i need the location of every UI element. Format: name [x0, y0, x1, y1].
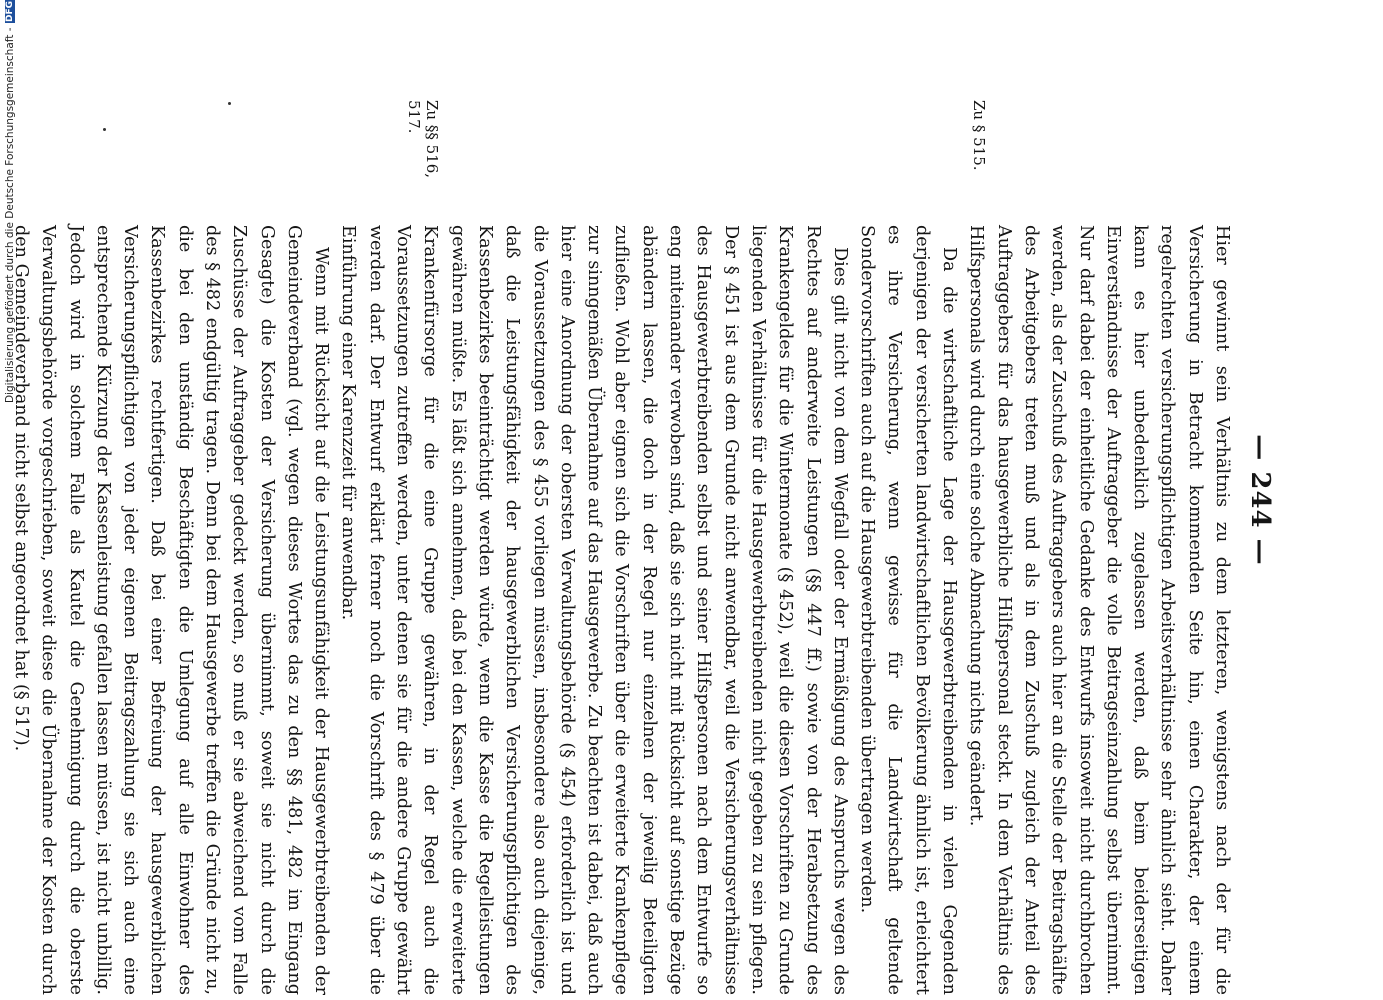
dfg-logo: DFG — [5, 1, 15, 23]
digitization-credit — [2, 0, 18, 1000]
page-number: — 244 — — [1245, 434, 1275, 566]
paragraph-4: Wenn mit Rücksicht auf die Leistungsunfähigkeit der Hausgewerbtreibenden der Gemeindeverband (vgl. wegen dieses Wortes das zu den §§ 481, 482 im Eingang Gesagte) die Kosten der Versicherung übernimmt, soweit sie nicht durch die Zuschüsse der Auftraggeber gedeckt werden, so muß er sie abweichend vom Falle des § 482 endgültig tragen. Denn bei dem Hausgewerbe treffen die Gründe nicht zu, die bei den unständig Beschäftigten die Umlegung auf alle Einwohner des Kassenbezirkes rechtfertigen. Daß bei einer Befreiung der hausgewerblichen Versicherungspflichtigen von jeder eigenen Beitragszahlung sie sich auch eine entsprechende Kürzung der Kassenleistung gefallen lassen müssen, ist nicht unbillig. Jedoch wird in solchem Falle als Kautel die Genehmigung durch die oberste Verwaltungsbehörde vorgeschrieben, soweit diese die Übernahme der Kosten durch den Gemeindeverband nicht selbst angeordnet hat (§ 517). — [10, 225, 332, 995]
scan-speck — [103, 128, 106, 131]
paragraph-3: Dies gilt nicht von dem Wegfall oder der Ermäßigung des Anspruchs wegen des Rechtes auf anderweite Leistungen (§§ 447 ff.) sowie von der Herabsetzung des Krankengeldes für die Wintermonate (§ 452), weil die diesen Vorschriften zu Grunde liegenden Verhältnisse für die Hausgewerbtreibenden nicht gegeben zu sein pflegen. Der § 451 ist aus dem Grunde nicht anwendbar, weil die Versicherungsverhältnisse des Hausgewerbtreibenden selbst und seiner Hilfspersonen nach dem Entwurfe so eng miteinander verwoben sind, daß sie sich nicht mit Rücksicht auf sonstige Bezüge abändern lassen, die doch in der Regel nur einzelnen der jeweilig Beteiligten zufließen. Wohl aber eignen sich die Vorschriften über die erweiterte Krankenpflege zur sinngemäßen Übernahme auf das Hausgewerbe. Zu beachten ist dabei, daß auch hier eine Anordnung der obersten Verwaltungsbehörde (§ 454) erforderlich ist und die Voraussetzungen des § 455 vorliegen müssen, insbesondere also auch diejenige, daß die Leistungsfähigkeit der hausgewerblichen Versicherungspflichtigen des Kassenbezirkes beeinträchtigt werden würde, wenn die Kasse die Regelleistungen gewähren müßte. Es läßt sich annehmen, daß bei den Kassen, welche die erweiterte Krankenfürsorge für die eine Gruppe gewähren, in der Regel auch die Voraussetzungen zutreffen werden, unter denen sie für die andere Gruppe gewährt werden darf. Der Entwurf erklärt ferner noch die Vorschrift des § 479 über die Einführung einer Karenzzeit für anwendbar. — [338, 225, 850, 995]
paragraph-2: Da die wirtschaftliche Lage der Hausgewerbtreibenden in vielen Gegenden derjenigen der versicherten landwirtschaftlichen Bevölkerung ähnlich ist, erleichtert es ihre Versicherung, wenn gewisse für die Landwirtschaft geltende Sondervorschriften auch auf die Hausgewerbtreibenden übertragen werden. — [857, 225, 960, 995]
credit-text: Digitalisierung gefördert durch die Deutsche Forschungsgemeinschaft - — [4, 27, 16, 403]
scan-speck — [228, 102, 231, 105]
margin-note-515: Zu § 515. — [970, 100, 988, 171]
paragraph-1: Hier gewinnt sein Verhältnis zu dem letzteren, wenigstens nach der für die Versicherung in Betracht kommenden Seite hin, einen Charakter, der einem regelrechten versicherungspflichtigen Arbeitsverhältnisse sehr ähnlich sieht. Daher kann es hier unbedenklich zugelassen werden, daß beim beiderseitigen Einverständnisse der Auftraggeber die volle Beitragseinzahlung selbst übernimmt. Nur darf dabei der einheitliche Gedanke des Entwurfs insoweit nicht durchbrochen werden, als der Zuschuß des Auftraggebers auch hier an die Stelle der Beitragshälfte des Arbeitgebers treten muß und als in dem Zuschuß zugleich der Anteil des Auftraggebers für das hausgewerbliche Hilfspersonal steckt. In dem Verhältnis des Hilfspersonals wird durch eine solche Abmachung nichts geändert. — [966, 225, 1232, 995]
body-text — [7, 225, 1235, 995]
margin-note-516-517: Zu §§ 516, 517. — [405, 100, 441, 179]
